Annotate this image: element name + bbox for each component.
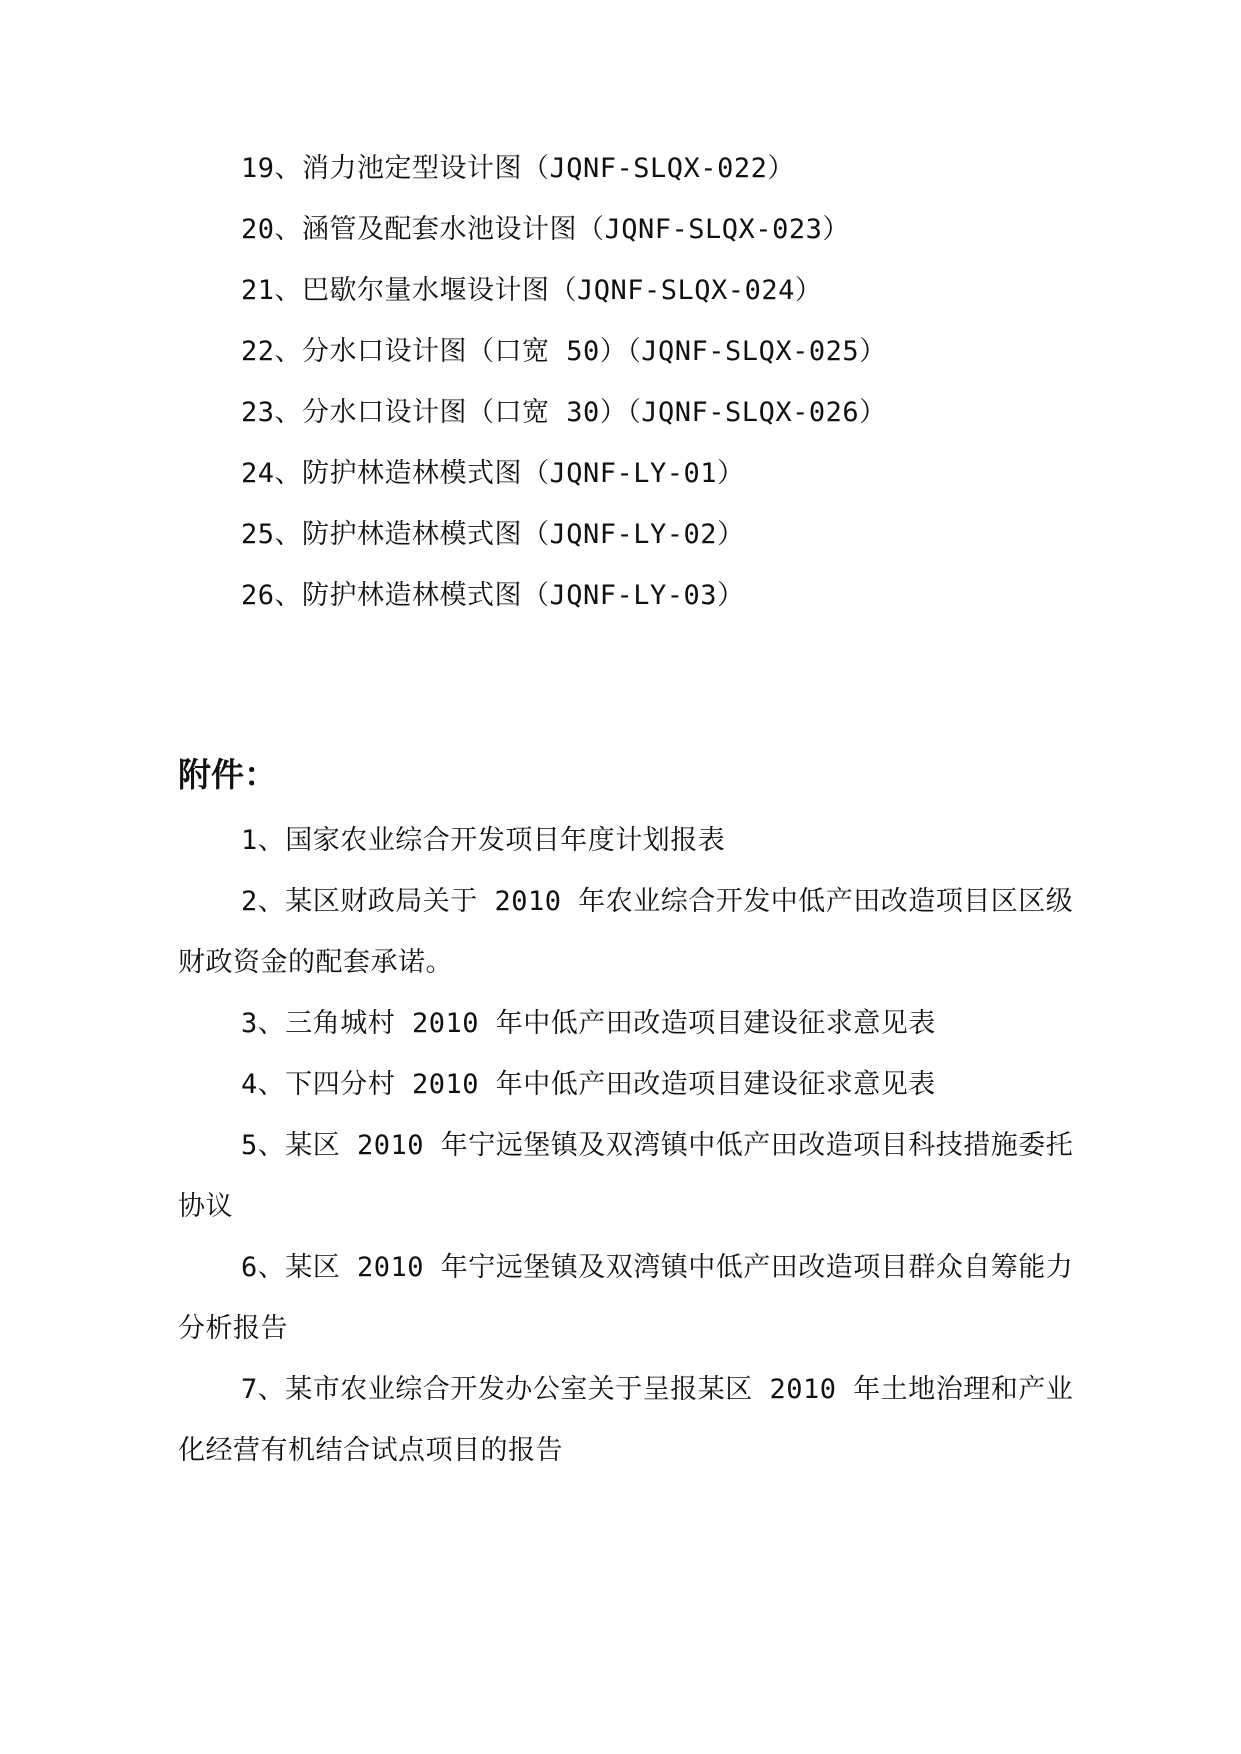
drawing-item-21: 21、巴歇尔量水堰设计图（JQNF-SLQX-024） xyxy=(241,275,823,306)
appendix-item-5: 5、某区 2010 年宁远堡镇及双湾镇中低产田改造项目科技措施委托协议 xyxy=(178,1130,1074,1222)
appendix-item-2: 2、某区财政局关于 2010 年农业综合开发中低产田改造项目区区级财政资金的配套承诺。 xyxy=(178,886,1074,978)
appendix-section xyxy=(178,750,1098,1481)
drawing-item-19: 19、消力池定型设计图（JQNF-SLQX-022） xyxy=(241,153,795,184)
drawing-item-24: 24、防护林造林模式图（JQNF-LY-01） xyxy=(241,458,745,489)
appendix-item-3: 3、三角城村 2010 年中低产田改造项目建设征求意见表 xyxy=(241,1008,936,1039)
drawing-item-23: 23、分水口设计图（口宽 30）（JQNF-SLQX-026） xyxy=(241,397,887,428)
appendix-item-7: 7、某市农业综合开发办公室关于呈报某区 2010 年土地治理和产业化经营有机结合试点项目的报告 xyxy=(178,1374,1074,1466)
drawing-item-25: 25、防护林造林模式图（JQNF-LY-02） xyxy=(241,519,745,550)
drawing-list xyxy=(241,146,1141,634)
appendix-item-4: 4、下四分村 2010 年中低产田改造项目建设征求意见表 xyxy=(241,1069,936,1100)
appendix-item-1: 1、国家农业综合开发项目年度计划报表 xyxy=(241,825,726,856)
drawing-item-22: 22、分水口设计图（口宽 50）（JQNF-SLQX-025） xyxy=(241,336,887,367)
drawing-item-26: 26、防护林造林模式图（JQNF-LY-03） xyxy=(241,580,745,611)
appendix-heading: 附件： xyxy=(178,755,277,794)
appendix-item-6: 6、某区 2010 年宁远堡镇及双湾镇中低产田改造项目群众自筹能力分析报告 xyxy=(178,1252,1074,1344)
drawing-item-20: 20、涵管及配套水池设计图（JQNF-SLQX-023） xyxy=(241,214,850,245)
